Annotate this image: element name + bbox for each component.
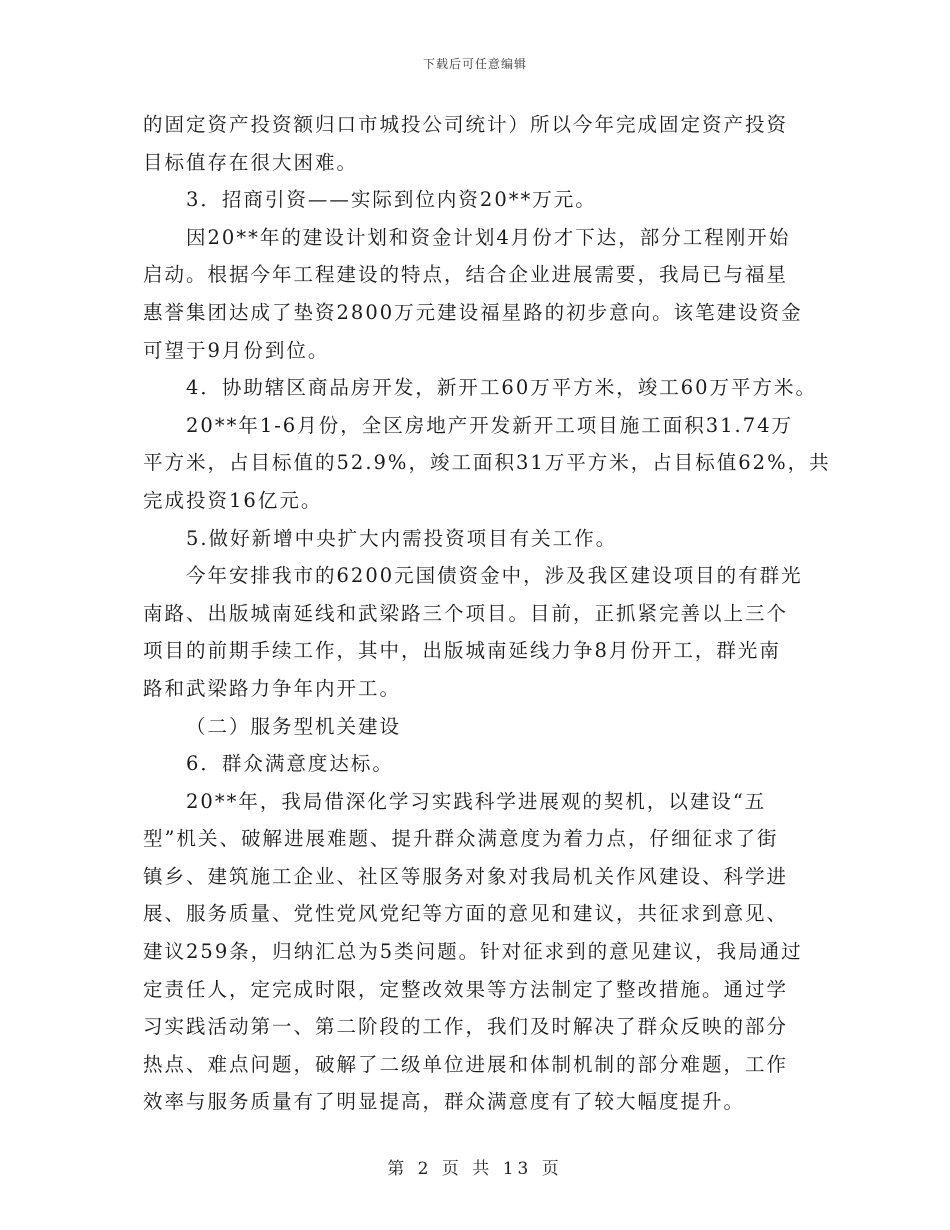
document-body: [143, 106, 831, 1121]
text-line: 的固定资产投资额归口市城投公司统计）所以今年完成固定资产投资: [143, 113, 789, 136]
text-line: 效率与服务质量有了明显提高，群众满意度有了较大幅度提升。: [143, 1090, 746, 1114]
text-line: 南路、出版城南延线和武梁路三个项目。目前，正抓紧完善以上三个: [143, 601, 789, 625]
text-line: 惠誉集团达成了垫资2800万元建设福星路的初步意向。该笔建设资金: [143, 300, 803, 324]
text-line: 20**年1-6月份，全区房地产开发新开工项目施工面积31.74万: [186, 413, 794, 437]
text-line: 目标值存在很大困难。: [143, 150, 359, 174]
text-line: 今年安排我市的6200元国债资金中，涉及我区建设项目的有群光: [186, 564, 803, 588]
text-line: 热点、难点问题，破解了二级单位进展和体制机制的部分难题，工作: [143, 1052, 789, 1076]
text-line: 20**年，我局借深化学习实践科学进展观的契机，以建设“五: [186, 789, 767, 813]
text-line: 路和武梁路力争年内开工。: [143, 676, 402, 700]
section-heading: 5.做好新增中央扩大内需投资项目有关工作。: [186, 526, 618, 550]
text-line: 展、服务质量、党性党风党纪等方面的意见和建议，共征求到意见、: [143, 902, 789, 926]
section-heading: 3．招商引资——实际到位内资20**万元。: [186, 188, 597, 212]
text-line: 建议259条，归纳汇总为5类问题。针对征求到的意见建议，我局通过: [143, 940, 803, 964]
text-line: 定责任人，定完成时限，定整改效果等方法制定了整改措施。通过学: [143, 977, 789, 1001]
text-line: 镇乡、建筑施工企业、社区等服务对象对我局机关作风建设、科学进: [143, 864, 789, 888]
text-line: 因20**年的建设计划和资金计划4月份才下达，部分工程刚开始: [186, 225, 791, 249]
text-line: 启动。根据今年工程建设的特点，结合企业进展需要，我局已与福星: [143, 263, 789, 287]
section-heading: （二）服务型机关建设: [186, 714, 402, 738]
section-heading: 6．群众满意度达标。: [186, 752, 394, 776]
text-line: 可望于9月份到位。: [143, 338, 330, 362]
text-line: 完成投资16亿元。: [143, 488, 323, 512]
section-heading: 4．协助辖区商品房开发，新开工60万平方米，竣工60万平方米。: [186, 376, 818, 400]
page-header-note: 下载后可任意编辑: [422, 57, 527, 71]
text-line: 型”机关、破解进展难题、提升群众满意度为着力点，仔细征求了街: [143, 827, 779, 851]
page-number: 第 2 页 共 13 页: [387, 1159, 563, 1179]
text-line: 习实践活动第一、第二阶段的工作，我们及时解决了群众反映的部分: [143, 1015, 789, 1039]
text-line: 平方米，占目标值的52.9%，竣工面积31万平方米，占目标值62%，共: [143, 451, 831, 475]
text-line: 项目的前期手续工作，其中，出版城南延线力争8月份开工，群光南: [143, 639, 781, 663]
